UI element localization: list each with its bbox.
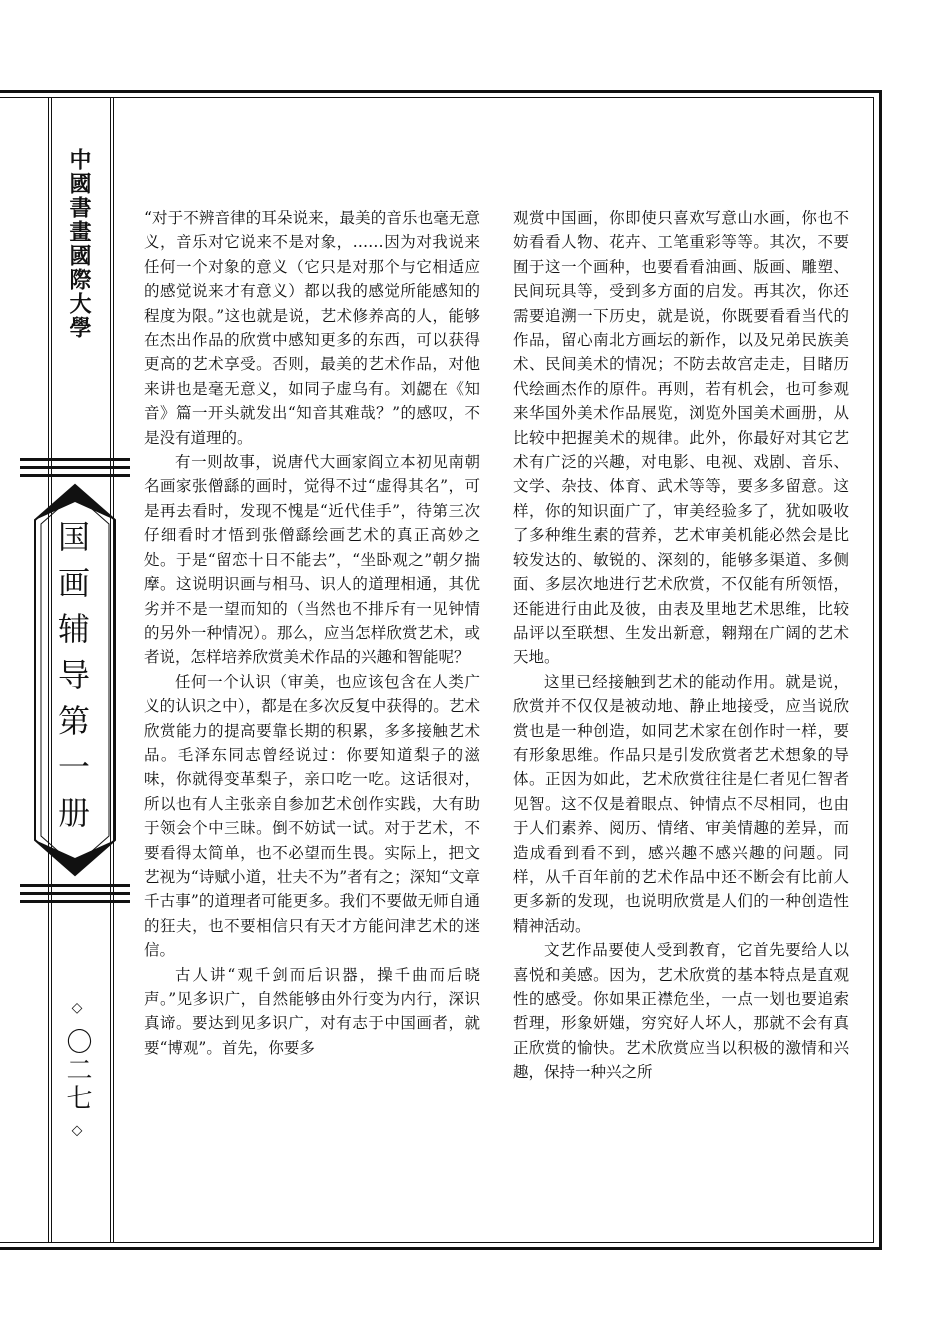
paragraph: 有一则故事，说唐代大画家阎立本初见南朝名画家张僧繇的画时，觉得不过“虚得其名”，可是再去看时，发现不愧是“近代佳手”，待第三次仔细看时才悟到张僧繇绘画艺术的真正高妙之处。于是“留恋十日不能去”，“坐卧观之”朝夕揣摩。这说明识画与相马、识人的道理相通，其优劣并不是一望而知的（当然也不排斥有一见钟情的另外一种情况）。那么，应当怎样欣赏艺术，或者说，怎样培养欣赏美术作品的兴趣和智能呢？	[144, 453, 480, 667]
text-column-right	[513, 206, 849, 1085]
diamond-mark-bottom: ◇	[69, 1122, 85, 1141]
ornament-bar-top-3	[20, 474, 130, 477]
ornament-bar-bottom-1	[20, 884, 130, 887]
series-title: 中國書畫國際大學	[66, 148, 91, 340]
paragraph: 任何一个认识（审美，也应该包含在人类广义的认识之中），都是在多次反复中获得的。艺术欣赏能力的提高要靠长期的积累，多多接触艺术品。毛泽东同志曾经说过：你要知道梨子的滋味，你就得变革梨子，亲口吃一吃。这话很对，所以也有人主张亲自参加艺术创作实践，大有助于领会个中三昧。倒不妨试一试。对于艺术，不要看得太简单，也不必望而生畏。实际上，把文艺视为“诗赋小道，壮夫不为”者有之；深知“文章千古事”的道理者可能更多。我们不要做无师自通的狂夫，也不要相信只有天才方能问津艺术的迷信。	[144, 672, 480, 960]
ornament-bar-top-2	[20, 466, 130, 469]
paragraph: “对于不辨音律的耳朵说来，最美的音乐也毫无意义，音乐对它说来不是对象，……因为对我说来任何一个对象的意义（它只是对那个与它相适应的感觉说来才有意义）都以我的感觉所能感知的程度为限。”这也就是说，艺术修养高的人，能够在杰出作品的欣赏中感知更多的东西，可以获得更高的艺术享受。否则，最美的艺术作品，对他来讲也是毫无意义，如同子虚乌有。刘勰在《知音》篇一开头就发出“知音其难哉？”的感叹，不是没有道理的。	[144, 209, 480, 447]
page-number: 〇二七	[62, 1028, 92, 1113]
ornament-bar-top-1	[20, 458, 130, 461]
ornament-bar-bottom-2	[20, 892, 130, 895]
diamond-mark-top: ◇	[69, 1000, 85, 1018]
volume-title: 国画辅导第一册	[53, 520, 91, 842]
volume-banner	[25, 480, 125, 880]
text-column-left	[144, 206, 480, 1060]
paragraph: 古人讲“观千剑而后识器，操千曲而后晓声。”见多识广，自然能够由外行变为内行，深识真谛。要达到见多识广，对有志于中国画者，就要“博观”。首先，你要多	[144, 965, 480, 1057]
paragraph: 观赏中国画，你即使只喜欢写意山水画，你也不妨看看人物、花卉、工笔重彩等等。其次，不要囿于这一个画种，也要看看油画、版画、雕塑、民间玩具等，受到多方面的启发。再其次，你还需要追溯一下历史，就是说，你既要看看当代的作品，留心南北方画坛的新作，以及兄弟民族美术、民间美术的情况；不防去故宫走走，目睹历代绘画杰作的原件。再则，若有机会，也可参观来华国外美术作品展览，浏览外国美术画册，从比较中把握美术的规律。此外，你最好对其它艺术有广泛的兴趣，对电影、电视、戏剧、音乐、文学、杂技、体育、武术等等，要多多留意。这样，你的知识面广了，审美经验多了，犹如吸收了多种维生素的营养，艺术审美机能必然会是比较发达的、敏锐的、深刻的，能够多渠道、多侧面、多层次地进行艺术欣赏，不仅能有所领悟，还能进行由此及彼，由表及里地艺术思维，比较品评以至联想、生发出新意，翱翔在广阔的艺术天地。	[513, 209, 849, 667]
ornament-bar-bottom-3	[20, 900, 130, 903]
paragraph: 文艺作品要使人受到教育，它首先要给人以喜悦和美感。因为，艺术欣赏的基本特点是直观性的感受。你如果正襟危坐，一点一划也要追索哲理，形象妍媸，穷究好人坏人，那就不会有真正欣赏的愉快。艺术欣赏应当以积极的激情和兴趣，保持一种兴之所	[513, 941, 849, 1082]
page-number-block	[62, 1000, 96, 1141]
paragraph: 这里已经接触到艺术的能动作用。就是说，欣赏并不仅仅是被动地、静止地接受，应当说欣赏也是一种创造，如同艺术家在创作时一样，要有形象思维。作品只是引发欣赏者艺术想象的导体。正因为如此，艺术欣赏往往是仁者见仁智者见智。这不仅是着眼点、钟情点不尽相同，也由于人们素养、阅历、情绪、审美情趣的差异，而造成看到看不到，感兴趣不感兴趣的问题。同样，从千百年前的艺术作品中还不断会有比前人更多新的发现，也说明欣赏是人们的一种创造性精神活动。	[513, 672, 849, 935]
